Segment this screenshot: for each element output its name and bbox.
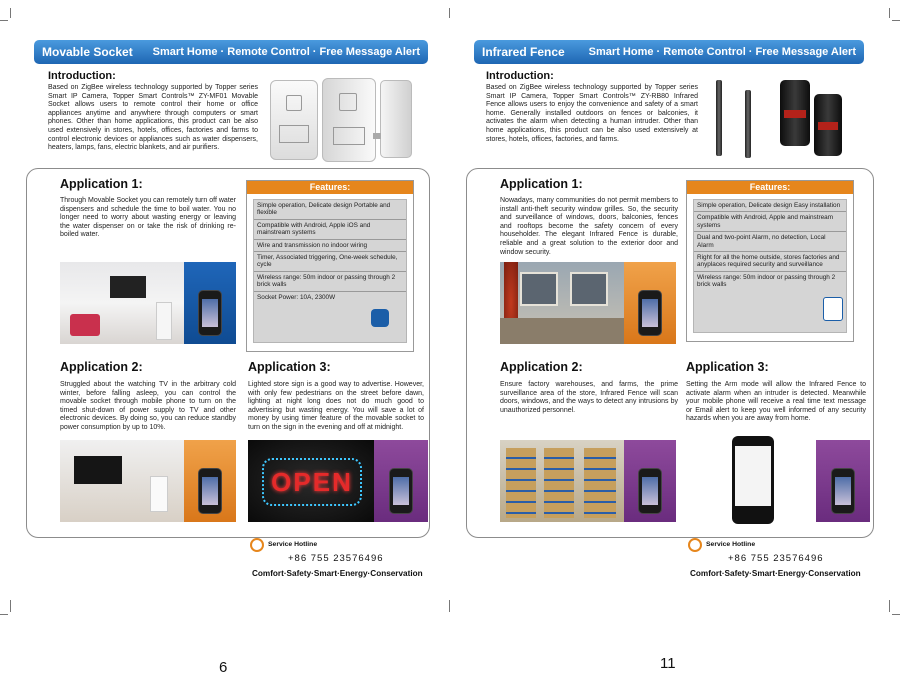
app-panel-orange [624, 262, 676, 344]
socket-icon [371, 309, 389, 327]
page-header-title: Movable Socket [42, 45, 133, 59]
product-image-socket-angle [322, 78, 376, 162]
smartphone-image [732, 436, 774, 524]
application-1-text: Through Movable Socket you can remotely turn off water dispensers and schedule the time to boil water. You no longer need to worry about wasting energy or leaving the water dispenser on or take the risk of drinking re-boiled water. [60, 197, 236, 239]
features-box [246, 180, 414, 352]
intro-heading: Introduction: [48, 70, 116, 82]
application-2-text: Struggled about the watching TV in the arbitrary cold winter, before falling asleep, you can control the movable socket through mobile phone to turn on the timed shut-down of power supply to TV and other electronic devices. By doing so, you can reduce standby power consumption by up to 10%. [60, 381, 236, 431]
page-header [474, 40, 864, 64]
intro-text: Based on ZigBee wireless technology supported by Topper series Smart IP Camera, Topper Smart Controls™ ZY-MF01 Movable Socket allows users to remote control their home or office appliances anytime and anywhere through computers or smart phones. Other than home applications, this product can be also used extensively in stores, hotels, offices, factories and farms to control electronic devices or appliances such as water dispensers, heaters, lamps, fans, electric blankets, and air purifiers. [48, 84, 258, 152]
application-3-title: Application 3: [686, 360, 769, 374]
product-image-socket-front [270, 80, 318, 160]
application-2-title: Application 2: [60, 360, 143, 374]
application-1-title: Application 1: [500, 177, 583, 191]
document-icon [823, 297, 843, 321]
brand-logo-icon [250, 538, 264, 552]
features-heading: Features: [687, 181, 853, 194]
page-number: 6 [219, 659, 228, 676]
photo-warehouse [500, 440, 624, 522]
feature-item: Wireless range: 50m indoor or passing through 2 brick walls [254, 272, 406, 292]
application-2-title: Application 2: [500, 360, 583, 374]
app-panel-orange [184, 440, 236, 522]
phone-image [389, 468, 413, 514]
features-box [686, 180, 854, 342]
application-3-text: Setting the Arm mode will allow the Infrared Fence to activate alarm when an intruder is detected. Meanwhile your mobile phone will receive a real time text message or Email alert to keep you well informed of any security hazards when you are away from home. [686, 381, 866, 423]
page-header-tagline: Smart Home · Remote Control · Free Message Alert [152, 46, 420, 58]
open-sign: OPEN [262, 458, 362, 506]
slogan: Comfort·Safety·Smart·Energy·Conservation [252, 569, 423, 578]
app-panel-purple [624, 440, 676, 522]
feature-item: Wire and transmission no indoor wiring [254, 240, 406, 252]
feature-item: Dual and two-point Alarm, no detection, Local Alarm [694, 232, 846, 252]
application-3-text: Lighted store sign is a good way to advertise. However, with only few pedestrians on the street before dawn, lighting at night long does not do much good to advertising but wasting energy. You will save a lot of money by using timer feature of the movable socket to turn on the sign in the evening and off at midnight. [248, 381, 424, 431]
page-header-title: Infrared Fence [482, 45, 565, 59]
feature-item: Compatible with Android, Apple iOS and mainstream systems [254, 220, 406, 240]
slogan: Comfort·Safety·Smart·Energy·Conservation [690, 569, 861, 578]
page-header-tagline: Smart Home · Remote Control · Free Message Alert [588, 46, 856, 58]
page-right [450, 0, 900, 676]
product-image-socket-side [380, 80, 412, 158]
photo-tv-room [60, 440, 184, 522]
phone-image [198, 290, 222, 336]
feature-item: Right for all the home outside, stores factories and anyplaces required security and surveillance [694, 252, 846, 272]
phone-image [638, 290, 662, 336]
feature-item: Simple operation, Delicate design Portable and flexible [254, 200, 406, 220]
photo-living-room [60, 262, 184, 344]
feature-item: Wireless range: 50m indoor or passing through 2 brick walls [697, 273, 836, 289]
photo-smartphone [686, 432, 816, 528]
page-number: 11 [660, 655, 676, 672]
phone-image [638, 468, 662, 514]
product-image-fence-detector [814, 94, 842, 156]
product-image-fence-detector [780, 80, 810, 146]
application-3-title: Application 3: [248, 360, 331, 374]
application-1-text: Nowadays, many communities do not permit members to install anti-theft security window grilles. So, the security and surveillance of windows, doors, balconies, fences and rooftops become the safety concern of every householder. The elegant Infrared Fence is durable, reliable and a great solution to the exterior door and window security. [500, 197, 678, 256]
phone-image [198, 468, 222, 514]
feature-item: Compatible with Android, Apple and mainstream systems [694, 212, 846, 232]
product-image-fence-bar [716, 80, 722, 156]
app-panel-blue [184, 262, 236, 344]
features-heading: Features: [247, 181, 413, 194]
photo-open-sign [248, 440, 374, 522]
feature-item: Simple operation, Delicate design Easy installation [694, 200, 846, 212]
feature-item: Timer, Associated triggering, One-week schedule, cycle [254, 252, 406, 272]
app-panel-purple [374, 440, 428, 522]
service-hotline-label: Service Hotline [268, 541, 318, 548]
service-hotline-number: +86 755 23576496 [728, 553, 824, 564]
intro-heading: Introduction: [486, 70, 554, 82]
photo-building [500, 262, 624, 344]
feature-item: Socket Power: 10A, 2300W [257, 293, 336, 301]
intro-text: Based on ZigBee wireless technology supported by Topper series Smart IP Camera, Topper Smart Controls™ ZY-RB80 Infrared Fence allows users to enjoy the convenience and safety of a smart home. Generally installed outdoors on fences or balconies, it activates the alarm when detecting a human intruder. Other than home applications, this product can be also used extensively at stores, hotels, offices, factories, and farms. [486, 84, 698, 143]
app-panel-purple [816, 440, 870, 522]
page-header [34, 40, 428, 64]
brand-logo-icon [688, 538, 702, 552]
phone-image [831, 468, 855, 514]
application-1-title: Application 1: [60, 177, 143, 191]
product-image-fence-bar [745, 90, 751, 158]
service-hotline-label: Service Hotline [706, 541, 756, 548]
service-hotline-number: +86 755 23576496 [288, 553, 384, 564]
application-2-text: Ensure factory warehouses, and farms, the prime surveillance area of the store, Infrared Fence will scan doors, windows, and the ways to detect any intrusions by unauthorized personnel. [500, 381, 678, 414]
